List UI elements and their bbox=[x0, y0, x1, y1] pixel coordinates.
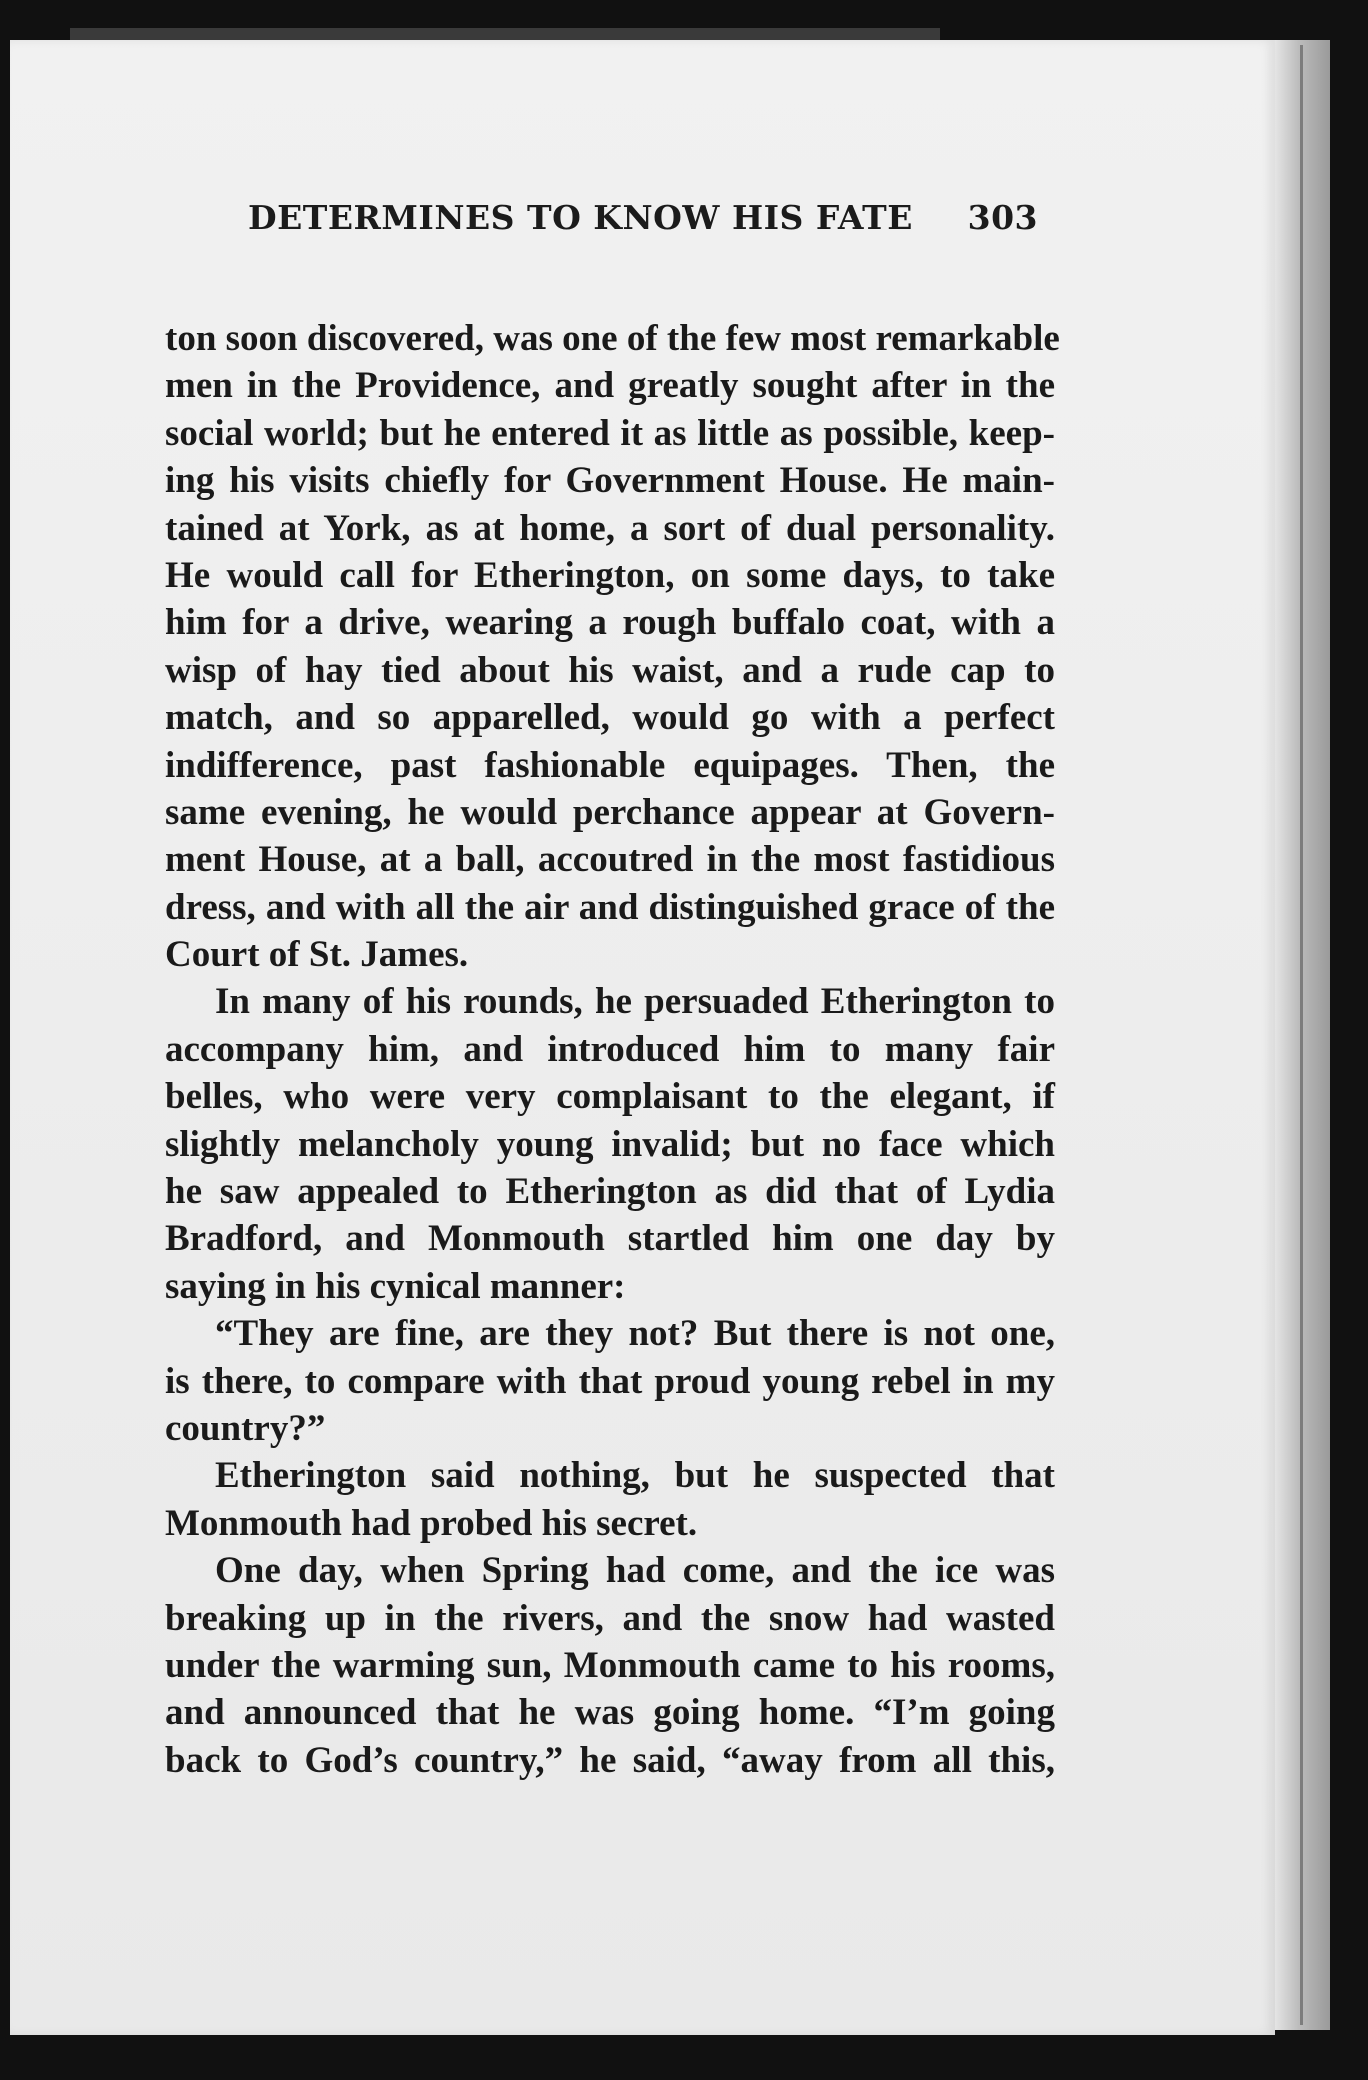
text-line: One day, when Spring had come, and the ice was bbox=[215, 1550, 1055, 1592]
text-line: Etherington said nothing, but he suspected that bbox=[215, 1455, 1055, 1497]
text-line: match, and so apparelled, would go with a perfect bbox=[165, 697, 1055, 739]
text-line: and announced that he was going home. “I’m going bbox=[165, 1692, 1055, 1734]
text-line: Bradford, and Monmouth startled him one day by bbox=[165, 1218, 1055, 1260]
body-text bbox=[165, 315, 1060, 1784]
text-line: him for a drive, wearing a rough buffalo coat, with a bbox=[165, 602, 1055, 644]
text-line: country?” bbox=[165, 1407, 326, 1449]
text-line: tained at York, as at home, a sort of dual personality. bbox=[165, 507, 1055, 549]
text-line: wisp of hay tied about his waist, and a rude cap to bbox=[165, 649, 1055, 691]
text-line: Court of St. James. bbox=[165, 934, 469, 976]
text-line: belles, who were very complaisant to the elegant, if bbox=[165, 1076, 1055, 1118]
text-line: dress, and with all the air and distinguished grace of the bbox=[165, 886, 1055, 928]
text-line: In many of his rounds, he persuaded Etherington to bbox=[215, 981, 1055, 1023]
text-line: ing his visits chiefly for Government House. He main- bbox=[165, 460, 1055, 502]
text-line: He would call for Etherington, on some days, to take bbox=[165, 554, 1055, 596]
text-line: back to God’s country,” he said, “away from all this, bbox=[165, 1739, 1055, 1781]
text-line: social world; but he entered it as little as possible, keep- bbox=[165, 412, 1055, 454]
text-line: saying in his cynical manner: bbox=[165, 1265, 626, 1307]
text-line: same evening, he would perchance appear at Govern- bbox=[165, 791, 1055, 833]
text-line: indifference, past fashionable equipages. Then, the bbox=[165, 744, 1055, 786]
text-line: slightly melancholy young invalid; but no face which bbox=[165, 1123, 1055, 1165]
text-line: Monmouth had probed his secret. bbox=[165, 1502, 698, 1544]
text-line: is there, to compare with that proud young rebel in my bbox=[165, 1360, 1055, 1402]
running-header bbox=[238, 182, 1068, 242]
page-stack-edge-line bbox=[1300, 45, 1303, 2025]
text-line: “They are fine, are they not? But there is not one, bbox=[215, 1313, 1055, 1355]
text-line: men in the Providence, and greatly sought after in the bbox=[165, 365, 1055, 407]
page-number: 303 bbox=[967, 198, 1038, 237]
text-line: accompany him, and introduced him to many fair bbox=[165, 1028, 1055, 1070]
running-title: DETERMINES TO KNOW HIS FATE bbox=[248, 198, 913, 237]
text-line: breaking up in the rivers, and the snow had wasted bbox=[165, 1597, 1055, 1639]
text-line: he saw appealed to Etherington as did that of Lydia bbox=[165, 1171, 1055, 1213]
text-line: under the warming sun, Monmouth came to his rooms, bbox=[165, 1644, 1055, 1686]
text-line: ton soon discovered, was one of the few most remarkable bbox=[165, 318, 1060, 359]
text-line: ment House, at a ball, accoutred in the most fastidious bbox=[165, 839, 1055, 881]
